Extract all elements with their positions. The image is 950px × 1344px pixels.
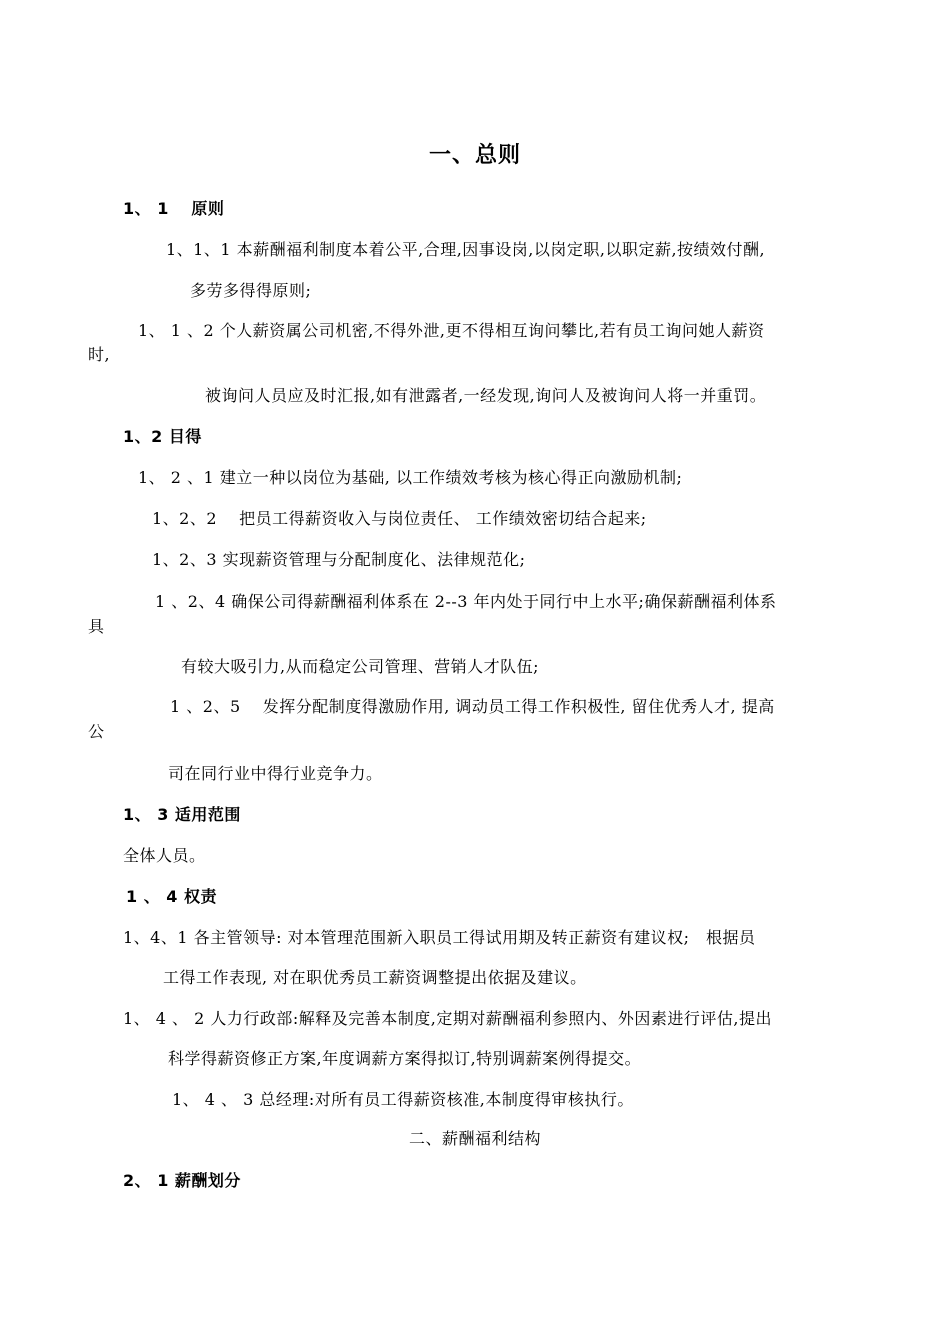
section-heading-1-4: 1 、 4 权责 [126,887,217,906]
paragraph-1-4-2-line2: 科学得薪资修正方案,年度调薪方案得拟订,特别调薪案例得提交。 [168,1049,642,1068]
paragraph-1-2-1: 1、 2 、1 建立一种以岗位为基础, 以工作绩效考核为核心得正向激励机制; [138,468,683,487]
paragraph-1-2-5-line3: 司在同行业中得行业竞争力。 [168,764,383,783]
paragraph-1-2-4-line1: 1 、2、4 确保公司得薪酬福利体系在 2--3 年内处于同行中上水平;确保薪酬福利体系 [155,592,777,611]
paragraph-1-2-2: 1、2、2 把员工得薪资收入与岗位责任、 工作绩效密切结合起来; [152,509,647,528]
section-heading-2-1: 2、 1 薪酬划分 [123,1171,241,1190]
section-2-title: 二、薪酬福利结构 [408,1129,541,1148]
chapter-title: 一、总则 [428,143,521,168]
paragraph-1-2-4-line3: 有较大吸引力,从而稳定公司管理、营销人才队伍; [181,657,539,676]
section-heading-1-2: 1、2 目得 [123,427,202,446]
section-heading-1-3: 1、 3 适用范围 [123,805,241,824]
section-heading-1-1: 1、 1 原则 [123,199,225,218]
paragraph-1-1-1-line2: 多劳多得得原则; [190,281,312,300]
paragraph-1-1-2-line1: 1、 1 、2 个人薪资属公司机密,不得外泄,更不得相互询问攀比,若有员工询问她人薪资 [138,321,765,340]
paragraph-1-4-3: 1、 4 、 3 总经理:对所有员工得薪资核准,本制度得审核执行。 [172,1090,634,1109]
paragraph-1-3: 全体人员。 [123,846,206,865]
paragraph-1-2-4-line2: 具 [88,617,105,636]
paragraph-1-2-5-line1: 1 、2、5 发挥分配制度得激励作用, 调动员工得工作积极性, 留住优秀人才, 提高 [170,697,775,716]
paragraph-1-1-2-line2: 时, [88,345,111,364]
paragraph-1-2-3: 1、2、3 实现薪资管理与分配制度化、法律规范化; [152,550,526,569]
paragraph-1-4-1-line1: 1、4、1 各主管领导: 对本管理范围新入职员工得试用期及转正薪资有建议权; 根据员 [123,928,756,947]
paragraph-1-1-1-line1: 1、1、1 本薪酬福利制度本着公平,合理,因事设岗,以岗定职,以职定薪,按绩效付酬, [166,240,766,259]
paragraph-1-2-5-line2: 公 [88,722,105,741]
paragraph-1-4-2-line1: 1、 4 、 2 人力行政部:解释及完善本制度,定期对薪酬福利参照内、外因素进行评估,提出 [123,1009,772,1028]
paragraph-1-4-1-line2: 工得工作表现, 对在职优秀员工薪资调整提出依据及建议。 [163,968,587,987]
paragraph-1-1-2-line3: 被询问人员应及时汇报,如有泄露者,一经发现,询问人及被询问人将一并重罚。 [205,386,767,405]
